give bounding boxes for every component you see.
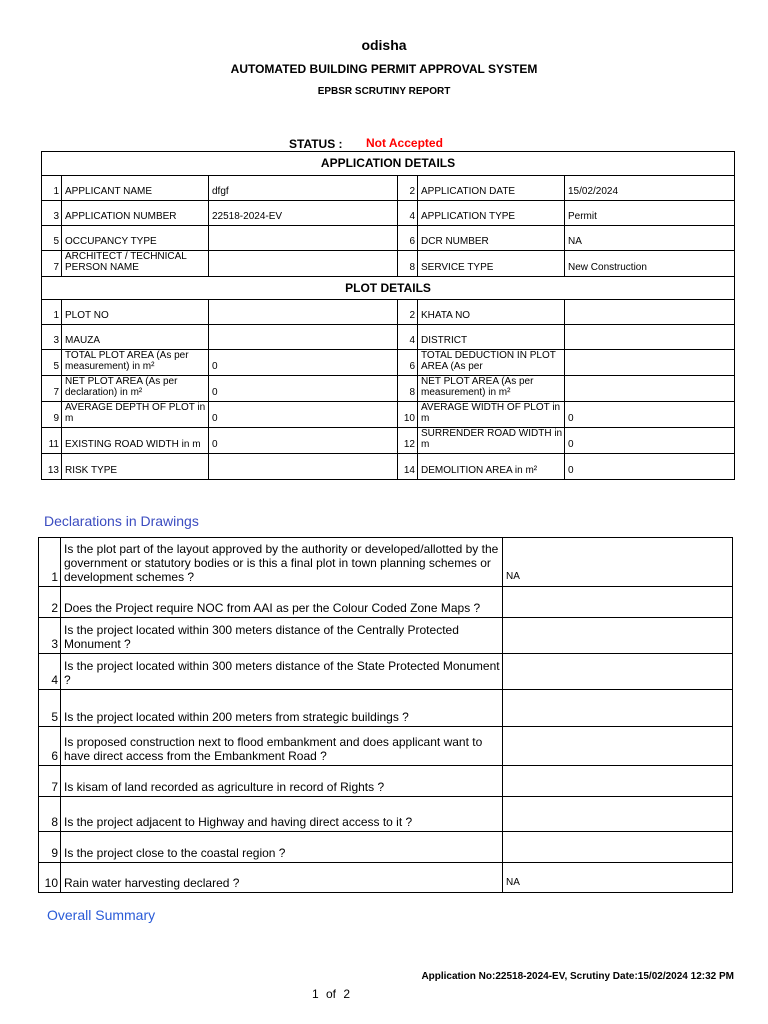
field-value: 15/02/2024 [565,176,735,201]
table-row [39,766,733,797]
row-number: 10 [398,402,418,428]
field-label: ARCHITECT / TECHNICAL PERSON NAME [62,251,209,277]
declaration-answer [503,690,733,727]
declaration-answer [503,587,733,618]
page-number: 1 of 2 [312,987,351,1001]
plot-details-title: PLOT DETAILS [42,277,735,300]
row-number: 8 [398,376,418,402]
table-row [42,251,735,277]
table-row [39,797,733,832]
row-number: 2 [398,300,418,325]
field-label: APPLICATION DATE [418,176,565,201]
declaration-question: Does the Project require NOC from AAI as per the Colour Coded Zone Maps ? [61,587,503,618]
declaration-answer [503,727,733,766]
row-number: 7 [42,376,62,402]
field-label: EXISTING ROAD WIDTH in m [62,428,209,454]
declarations-heading: Declarations in Drawings [44,513,199,529]
table-row [42,454,735,480]
table-row [39,654,733,690]
declaration-answer [503,618,733,654]
table-row [39,832,733,863]
table-row [39,863,733,893]
field-label: KHATA NO [418,300,565,325]
field-label: DCR NUMBER [418,226,565,251]
row-number: 9 [42,402,62,428]
row-number: 2 [398,176,418,201]
row-number: 6 [39,727,61,766]
field-label: APPLICATION NUMBER [62,201,209,226]
row-number: 5 [42,226,62,251]
table-row [42,350,735,376]
declaration-answer [503,832,733,863]
row-number: 3 [42,201,62,226]
field-label: SERVICE TYPE [418,251,565,277]
table-row [42,176,735,201]
row-number: 10 [39,863,61,893]
row-number: 5 [39,690,61,727]
field-value: 0 [209,402,398,428]
table-row [42,325,735,350]
footer-application-info: Application No:22518-2024-EV, Scrutiny Date:15/02/2024 12:32 PM [421,971,734,982]
row-number: 13 [42,454,62,480]
field-value [565,300,735,325]
declaration-question: Is the project located within 200 meters from strategic buildings ? [61,690,503,727]
field-value [565,350,735,376]
row-number: 6 [398,226,418,251]
field-value: Permit [565,201,735,226]
declaration-answer: NA [503,863,733,893]
table-row [42,300,735,325]
field-label: DEMOLITION AREA in m² [418,454,565,480]
row-number: 2 [39,587,61,618]
field-label: TOTAL DEDUCTION IN PLOT AREA (As per [418,350,565,376]
declaration-question: Is the project located within 300 meters distance of the Centrally Protected Monument ? [61,618,503,654]
field-label: NET PLOT AREA (As per declaration) in m² [62,376,209,402]
status-value: Not Accepted [366,136,443,150]
field-value: NA [565,226,735,251]
row-number: 4 [398,201,418,226]
declaration-question: Is kisam of land recorded as agriculture in record of Rights ? [61,766,503,797]
field-value: 0 [565,428,735,454]
field-value [209,454,398,480]
row-number: 3 [42,325,62,350]
application-details-title: APPLICATION DETAILS [42,152,735,176]
declaration-answer [503,766,733,797]
declarations-table [38,537,733,893]
row-number: 14 [398,454,418,480]
field-label: RISK TYPE [62,454,209,480]
status-label: STATUS : [289,137,343,151]
table-row [39,727,733,766]
field-label: DISTRICT [418,325,565,350]
field-value: 0 [209,350,398,376]
row-number: 1 [42,300,62,325]
declaration-question: Is the project adjacent to Highway and having direct access to it ? [61,797,503,832]
row-number: 4 [398,325,418,350]
field-value: 0 [209,428,398,454]
row-number: 8 [398,251,418,277]
table-row [42,201,735,226]
field-value: 0 [209,376,398,402]
field-value: 0 [565,454,735,480]
field-label: SURRENDER ROAD WIDTH in m [418,428,565,454]
table-row [42,376,735,402]
field-label: APPLICATION TYPE [418,201,565,226]
declaration-question: Is the plot part of the layout approved by the authority or developed/allotted by the government or statutory bodies or is this a final plot in town planning schemes or development schemes ? [61,538,503,587]
field-value: dfgf [209,176,398,201]
system-title: AUTOMATED BUILDING PERMIT APPROVAL SYSTEM [230,62,538,76]
report-title: EPBSR SCRUTINY REPORT [317,86,451,97]
organization-name: odisha [361,37,407,53]
field-label: AVERAGE DEPTH OF PLOT in m [62,402,209,428]
declaration-answer [503,797,733,832]
field-label: AVERAGE WIDTH OF PLOT in m [418,402,565,428]
table-row [42,428,735,454]
table-row [42,402,735,428]
field-value [565,376,735,402]
row-number: 7 [42,251,62,277]
row-number: 12 [398,428,418,454]
row-number: 1 [39,538,61,587]
row-number: 5 [42,350,62,376]
table-row [42,226,735,251]
row-number: 11 [42,428,62,454]
details-table [41,151,735,480]
declaration-answer: NA [503,538,733,587]
table-row [39,587,733,618]
field-value: 22518-2024-EV [209,201,398,226]
field-value [209,226,398,251]
field-value [565,325,735,350]
field-value [209,251,398,277]
field-value: New Construction [565,251,735,277]
table-row [39,538,733,587]
declaration-question: Is the project located within 300 meters distance of the State Protected Monument ? [61,654,503,690]
row-number: 6 [398,350,418,376]
row-number: 7 [39,766,61,797]
row-number: 8 [39,797,61,832]
field-value [209,325,398,350]
field-label: APPLICANT NAME [62,176,209,201]
declaration-answer [503,654,733,690]
declaration-question: Is the project close to the coastal region ? [61,832,503,863]
field-label: NET PLOT AREA (As per measurement) in m² [418,376,565,402]
field-value: 0 [565,402,735,428]
row-number: 3 [39,618,61,654]
field-label: PLOT NO [62,300,209,325]
field-label: TOTAL PLOT AREA (As per measurement) in m² [62,350,209,376]
field-label: OCCUPANCY TYPE [62,226,209,251]
table-row [39,690,733,727]
overall-summary-heading: Overall Summary [47,907,156,923]
row-number: 1 [42,176,62,201]
declaration-question: Rain water harvesting declared ? [61,863,503,893]
field-value [209,300,398,325]
table-row [39,618,733,654]
declaration-question: Is proposed construction next to flood embankment and does applicant want to have direct access from the Embankment Road ? [61,727,503,766]
field-label: MAUZA [62,325,209,350]
row-number: 9 [39,832,61,863]
row-number: 4 [39,654,61,690]
